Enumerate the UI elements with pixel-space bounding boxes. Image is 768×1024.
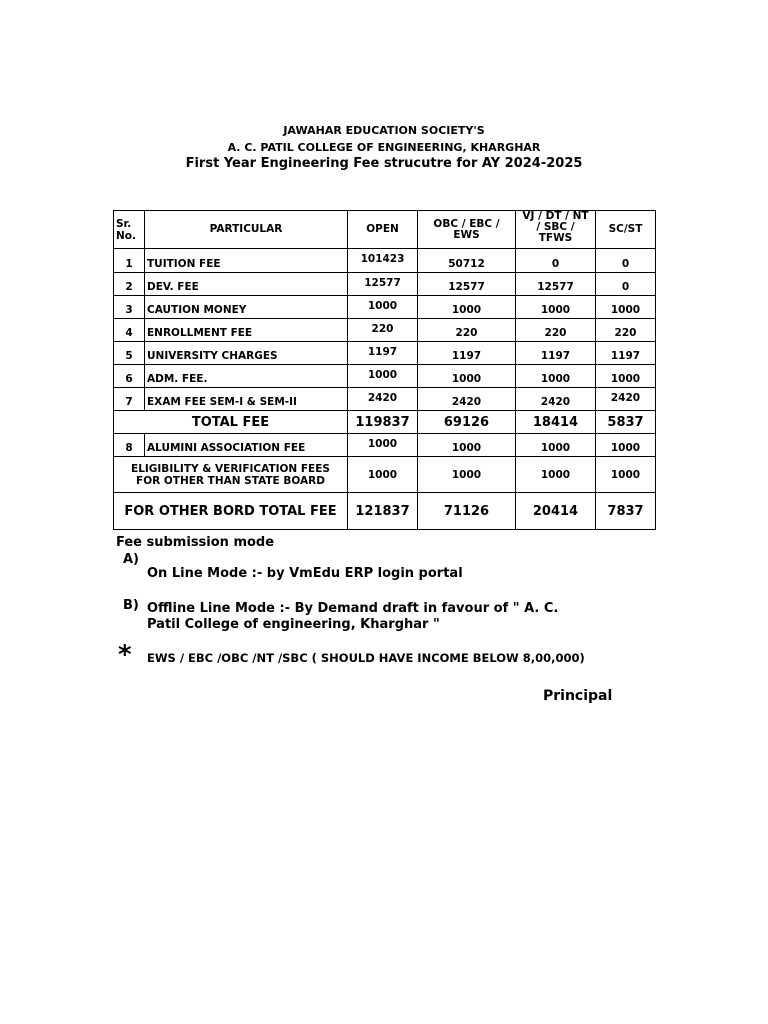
other-total-vj: 20414: [516, 493, 596, 530]
row-particular: EXAM FEE SEM-I & SEM-II: [145, 388, 348, 411]
row-vj: 1000: [516, 365, 596, 388]
eligibility-row: [114, 457, 656, 493]
eligibility-obc: 1000: [418, 457, 516, 493]
row-sc: 2420: [596, 388, 656, 411]
offline-mode-text-line1: Offline Line Mode :- By Demand draft in favour of " A. C.: [147, 601, 559, 616]
header-particular: PARTICULAR: [145, 211, 348, 249]
mode-b-label: B): [123, 598, 139, 613]
row-sc: 1000: [596, 434, 656, 457]
eligibility-label: ELIGIBILITY & VERIFICATION FEES FOR OTHER THAN STATE BOARD: [114, 457, 348, 493]
header-open: OPEN: [348, 211, 418, 249]
row-sc: 220: [596, 319, 656, 342]
row-particular: ALUMINI ASSOCIATION FEE: [145, 434, 348, 457]
header-sr-no: Sr. No.: [114, 211, 145, 249]
row-obc: 1000: [418, 296, 516, 319]
header-sc-st: SC/ST: [596, 211, 656, 249]
row-sc: 0: [596, 249, 656, 273]
total-vj: 18414: [516, 411, 596, 434]
row-open: 220: [348, 319, 418, 342]
row-sc: 1197: [596, 342, 656, 365]
submission-mode-title: Fee submission mode: [116, 535, 275, 550]
row-open: 1197: [348, 342, 418, 365]
total-label: TOTAL FEE: [114, 411, 348, 434]
other-total-open: 121837: [348, 493, 418, 530]
row-sr: 7: [114, 388, 145, 411]
other-total-obc: 71126: [418, 493, 516, 530]
row-sc: 1000: [596, 296, 656, 319]
table-row: [114, 434, 656, 457]
eligibility-sc: 1000: [596, 457, 656, 493]
row-obc: 1000: [418, 365, 516, 388]
row-vj: 1000: [516, 296, 596, 319]
row-particular: ADM. FEE.: [145, 365, 348, 388]
row-sr: 2: [114, 273, 145, 296]
eligibility-open: 1000: [348, 457, 418, 493]
row-obc: 12577: [418, 273, 516, 296]
other-total-label: FOR OTHER BORD TOTAL FEE: [114, 493, 348, 530]
principal-signature: Principal: [543, 688, 613, 704]
row-particular: TUITION FEE: [145, 249, 348, 273]
row-sc: 1000: [596, 365, 656, 388]
fee-table: [113, 210, 656, 530]
table-header-row: [114, 211, 656, 249]
row-sc: 0: [596, 273, 656, 296]
row-open: 1000: [348, 434, 418, 457]
total-open: 119837: [348, 411, 418, 434]
row-sr: 4: [114, 319, 145, 342]
row-open: 1000: [348, 296, 418, 319]
online-mode-text: On Line Mode :- by VmEdu ERP login portal: [147, 566, 463, 581]
row-vj: 1000: [516, 434, 596, 457]
table-row: [114, 365, 656, 388]
row-particular: ENROLLMENT FEE: [145, 319, 348, 342]
row-vj: 1197: [516, 342, 596, 365]
row-vj: 2420: [516, 388, 596, 411]
table-row: [114, 273, 656, 296]
income-note: EWS / EBC /OBC /NT /SBC ( SHOULD HAVE INCOME BELOW 8,00,000): [147, 651, 585, 665]
table-row: [114, 296, 656, 319]
row-sr: 6: [114, 365, 145, 388]
eligibility-vj: 1000: [516, 457, 596, 493]
row-obc: 1197: [418, 342, 516, 365]
table-row: [114, 249, 656, 273]
row-obc: 1000: [418, 434, 516, 457]
row-sr: 5: [114, 342, 145, 365]
row-vj: 220: [516, 319, 596, 342]
row-sr: 8: [114, 434, 145, 457]
table-row: [114, 388, 656, 411]
other-total-sc: 7837: [596, 493, 656, 530]
row-vj: 0: [516, 249, 596, 273]
row-vj: 12577: [516, 273, 596, 296]
college-name: A. C. PATIL COLLEGE OF ENGINEERING, KHARGHAR: [227, 141, 541, 154]
document-title: First Year Engineering Fee strucutre for AY 2024-2025: [185, 156, 583, 171]
header-vj: VJ / DT / NT / SBC / TFWS: [516, 211, 596, 249]
row-sr: 3: [114, 296, 145, 319]
row-open: 101423: [348, 249, 418, 273]
row-particular: UNIVERSITY CHARGES: [145, 342, 348, 365]
row-sr: 1: [114, 249, 145, 273]
row-open: 12577: [348, 273, 418, 296]
other-board-total-row: [114, 493, 656, 530]
table-row: [114, 342, 656, 365]
row-obc: 2420: [418, 388, 516, 411]
total-row: [114, 411, 656, 434]
total-obc: 69126: [418, 411, 516, 434]
mode-a-label: A): [123, 552, 140, 567]
row-open: 2420: [348, 388, 418, 411]
asterisk-icon: *: [118, 640, 132, 670]
header-obc: OBC / EBC / EWS: [418, 211, 516, 249]
row-open: 1000: [348, 365, 418, 388]
table-row: [114, 319, 656, 342]
row-particular: CAUTION MONEY: [145, 296, 348, 319]
total-sc: 5837: [596, 411, 656, 434]
society-name: JAWAHAR EDUCATION SOCIETY'S: [283, 124, 485, 137]
row-obc: 220: [418, 319, 516, 342]
offline-mode-text-line2: Patil College of engineering, Kharghar ": [147, 617, 440, 632]
row-particular: DEV. FEE: [145, 273, 348, 296]
row-obc: 50712: [418, 249, 516, 273]
